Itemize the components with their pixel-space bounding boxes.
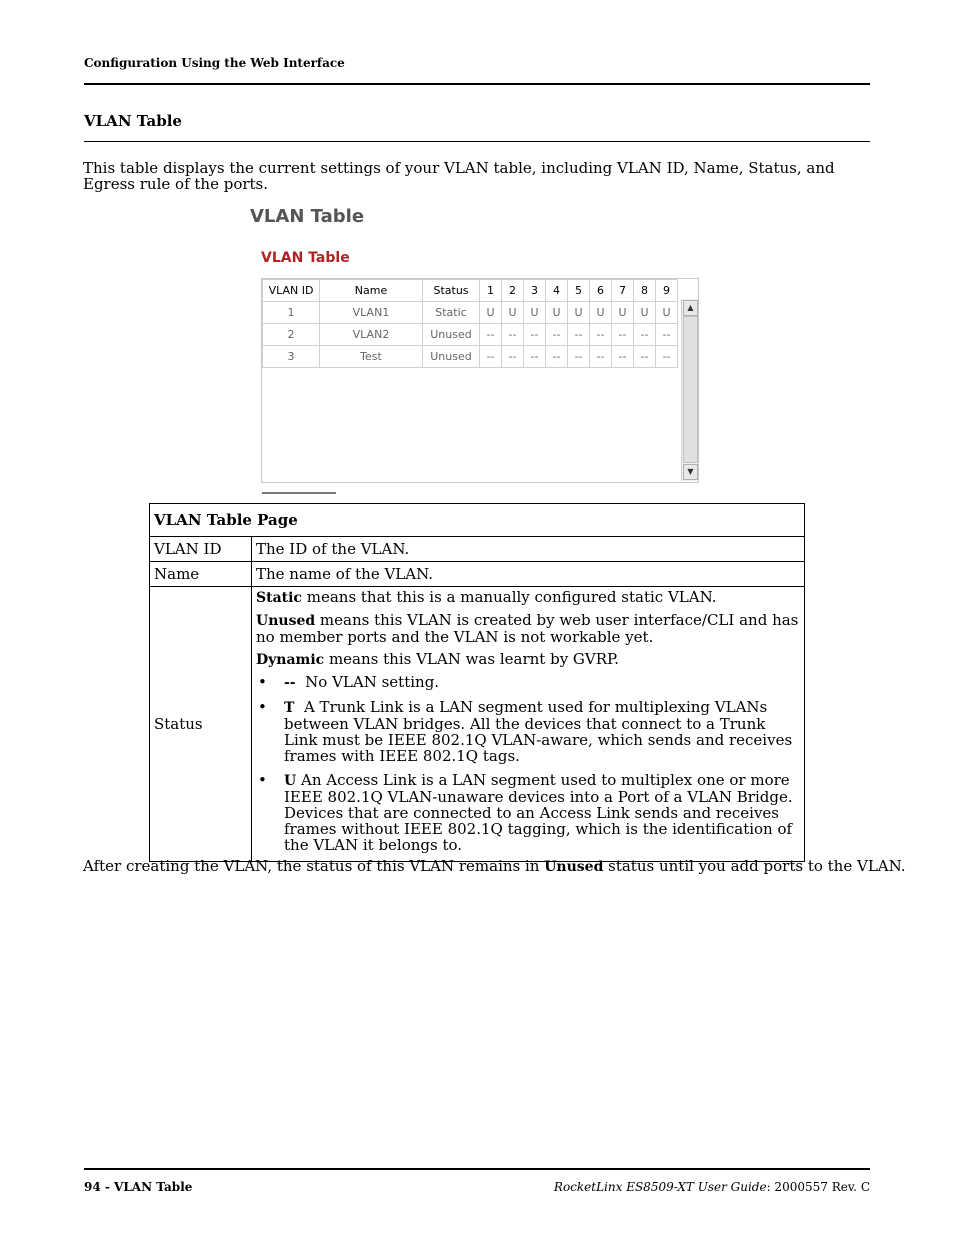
cell-port: -- bbox=[568, 346, 590, 368]
status-bullet-list bbox=[256, 674, 800, 853]
cell-port: -- bbox=[546, 324, 568, 346]
table-row[interactable] bbox=[263, 324, 678, 346]
cell-status: Unused bbox=[423, 324, 480, 346]
static-term: Static bbox=[256, 590, 302, 606]
description-heading: VLAN Table Page bbox=[150, 504, 805, 537]
cell-port: -- bbox=[612, 324, 634, 346]
list-item: • T A Trunk Link is a LAN segment used for multiplexing VLANs between VLAN bridges. All the devices that connect to a Trunk Link must be IEEE 802.1Q VLAN-aware, which sends and receives frames with IEEE 802.1Q tags. bbox=[284, 699, 800, 764]
cell-port: -- bbox=[656, 346, 678, 368]
description-row-status bbox=[150, 587, 805, 862]
section-rule bbox=[84, 141, 870, 142]
row-label: Status bbox=[150, 587, 252, 862]
cell-port: -- bbox=[524, 324, 546, 346]
cell-port: -- bbox=[480, 324, 502, 346]
unused-definition: Unused means this VLAN is created by web user interface/CLI and has no member ports and the VLAN is not workable yet. bbox=[256, 611, 799, 646]
col-port-9[interactable]: 9 bbox=[656, 280, 678, 302]
row-description: The ID of the VLAN. bbox=[252, 537, 805, 562]
scroll-down-icon[interactable]: ▼ bbox=[683, 464, 698, 480]
row-label: VLAN ID bbox=[150, 537, 252, 562]
cell-port: U bbox=[524, 302, 546, 324]
cell-port: -- bbox=[634, 324, 656, 346]
cell-vlan-id: 1 bbox=[263, 302, 320, 324]
cell-port: U bbox=[656, 302, 678, 324]
scroll-thumb[interactable] bbox=[683, 316, 698, 463]
list-item: • -- No VLAN setting. bbox=[284, 674, 800, 691]
table-row[interactable] bbox=[263, 302, 678, 324]
vlan-grid bbox=[262, 279, 678, 368]
vlan-grid-header-row bbox=[263, 280, 678, 302]
unused-term: Unused bbox=[256, 613, 316, 629]
ui-divider bbox=[262, 492, 336, 494]
col-port-7[interactable]: 7 bbox=[612, 280, 634, 302]
cell-port: U bbox=[480, 302, 502, 324]
row-label: Name bbox=[150, 562, 252, 587]
row-description: The name of the VLAN. bbox=[252, 562, 805, 587]
header-rule bbox=[84, 83, 870, 85]
unused-term: Unused bbox=[544, 859, 604, 875]
dynamic-definition: Dynamic means this VLAN was learnt by GVRP. bbox=[256, 650, 619, 668]
cell-port: -- bbox=[634, 346, 656, 368]
col-port-5[interactable]: 5 bbox=[568, 280, 590, 302]
cell-port: U bbox=[634, 302, 656, 324]
cell-port: U bbox=[568, 302, 590, 324]
description-row bbox=[150, 562, 805, 587]
cell-port: -- bbox=[546, 346, 568, 368]
cell-port: -- bbox=[568, 324, 590, 346]
col-port-8[interactable]: 8 bbox=[634, 280, 656, 302]
cell-port: -- bbox=[524, 346, 546, 368]
cell-port: -- bbox=[502, 324, 524, 346]
cell-status: Unused bbox=[423, 346, 480, 368]
static-definition: Static means that this is a manually configured static VLAN. bbox=[256, 588, 717, 606]
col-status[interactable]: Status bbox=[423, 280, 480, 302]
vertical-scrollbar[interactable] bbox=[681, 299, 698, 481]
vlan-table-description bbox=[149, 503, 805, 862]
cell-status: Static bbox=[423, 302, 480, 324]
cell-vlan-id: 3 bbox=[263, 346, 320, 368]
cell-port: -- bbox=[590, 324, 612, 346]
ui-page-title: VLAN Table bbox=[250, 206, 365, 227]
cell-name: VLAN1 bbox=[320, 302, 423, 324]
description-heading-row bbox=[150, 504, 805, 537]
cell-vlan-id: 2 bbox=[263, 324, 320, 346]
description-row bbox=[150, 537, 805, 562]
cell-name: Test bbox=[320, 346, 423, 368]
section-title: VLAN Table bbox=[84, 112, 182, 130]
dynamic-term: Dynamic bbox=[256, 652, 325, 668]
list-item: • U An Access Link is a LAN segment used to multiplex one or more IEEE 802.1Q VLAN-unaware devices into a Port of a VLAN Bridge. Devices that are connected to an Access Link sends and receives frames without IEEE 802.1Q tagging, which is the identification of the VLAN it belongs to. bbox=[284, 772, 800, 853]
table-row[interactable] bbox=[263, 346, 678, 368]
footer-doc-title: RocketLinx ES8509-XT User Guide: 2000557 Rev. C bbox=[553, 1180, 870, 1194]
col-port-3[interactable]: 3 bbox=[524, 280, 546, 302]
cell-port: U bbox=[612, 302, 634, 324]
closing-paragraph: After creating the VLAN, the status of this VLAN remains in Unused status until you add ports to the VLAN. bbox=[83, 857, 906, 875]
col-port-2[interactable]: 2 bbox=[502, 280, 524, 302]
cell-port: -- bbox=[612, 346, 634, 368]
cell-port: U bbox=[546, 302, 568, 324]
col-port-6[interactable]: 6 bbox=[590, 280, 612, 302]
intro-paragraph: This table displays the current settings of your VLAN table, including VLAN ID, Name, Status, and Egress rule of the ports. bbox=[83, 159, 835, 193]
footer-page-label: 94 - VLAN Table bbox=[84, 1180, 193, 1194]
col-port-4[interactable]: 4 bbox=[546, 280, 568, 302]
cell-port: U bbox=[590, 302, 612, 324]
footer-rule bbox=[84, 1168, 870, 1170]
running-header: Configuration Using the Web Interface bbox=[84, 56, 345, 70]
status-description bbox=[252, 587, 805, 862]
cell-port: -- bbox=[480, 346, 502, 368]
scroll-up-icon[interactable]: ▲ bbox=[683, 300, 698, 316]
cell-port: -- bbox=[656, 324, 678, 346]
vlan-grid-panel bbox=[261, 278, 699, 483]
col-vlan-id[interactable]: VLAN ID bbox=[263, 280, 320, 302]
cell-port: U bbox=[502, 302, 524, 324]
cell-port: -- bbox=[502, 346, 524, 368]
ui-table-title: VLAN Table bbox=[261, 250, 350, 266]
cell-name: VLAN2 bbox=[320, 324, 423, 346]
col-port-1[interactable]: 1 bbox=[480, 280, 502, 302]
cell-port: -- bbox=[590, 346, 612, 368]
col-name[interactable]: Name bbox=[320, 280, 423, 302]
